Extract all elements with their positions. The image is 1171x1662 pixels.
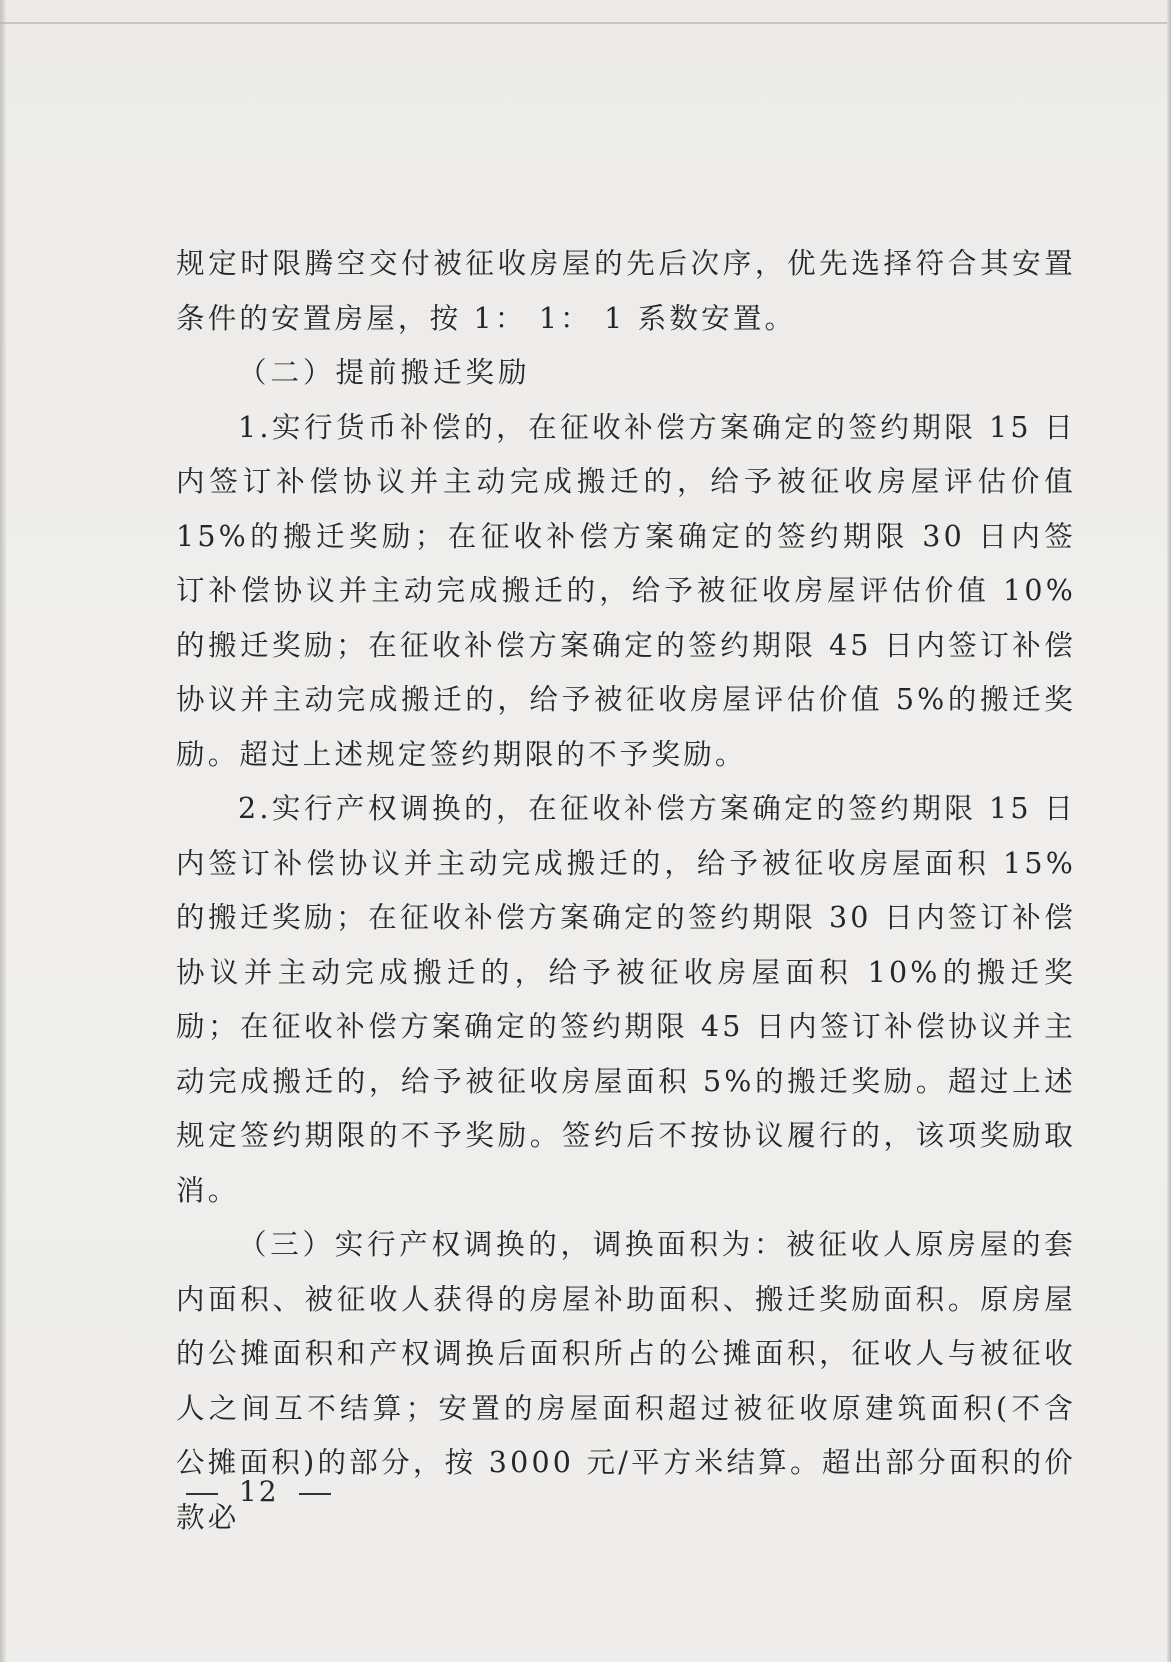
scan-left-edge [0,0,6,1662]
dash-left [186,1493,218,1495]
dash-right [299,1493,331,1495]
paragraph-property-exchange-reward: 2.实行产权调换的，在征收补偿方案确定的签约期限 15 日内签订补偿协议并主动完成搬迁的，给予被征收房屋面积 15%的搬迁奖励；在征收补偿方案确定的签约期限 30 日内签订补偿协议并主动完成搬迁的，给予被征收房屋面积 10%的搬迁奖励；在征收补偿方案确定的签约期限 45 日内签订补偿协议并主动完成搬迁的，给予被征收房屋面积 5%的搬迁奖励。超过上述规定签约期限的不予奖励。签约后不按协议履行的，该项奖励取消。 [176,792,1076,1207]
scan-top-line [0,22,1171,24]
paragraph-continuation: 规定时限腾空交付被征收房屋的先后次序，优先选择符合其安置条件的安置房屋，按 1： 1： 1 系数安置。 [176,247,1076,335]
section-heading-relocation-reward: （二）提前搬迁奖励 [238,356,531,389]
scan-right-edge [1167,0,1171,1662]
page-number: 12 [238,1475,279,1508]
page-footer [176,1475,341,1508]
paragraph-monetary-compensation-reward: 1.实行货币补偿的，在征收补偿方案确定的签约期限 15 日内签订补偿协议并主动完成搬迁的，给予被征收房屋评估价值 15%的搬迁奖励；在征收补偿方案确定的签约期限 30 日内签订补偿协议并主动完成搬迁的，给予被征收房屋评估价值 10%的搬迁奖励；在征收补偿方案确定的签约期限 45 日内签订补偿协议并主动完成搬迁的，给予被征收房屋评估价值 5%的搬迁奖励。超过上述规定签约期限的不予奖励。 [176,410,1076,771]
document-body [176,237,1076,1545]
paragraph-exchange-area: （三）实行产权调换的，调换面积为：被征收人原房屋的套内面积、被征收人获得的房屋补助面积、搬迁奖励面积。原房屋的公摊面积和产权调换后面积所占的公摊面积，征收人与被征收人之间互不结算；安置的房屋面积超过被征收原建筑面积(不含公摊面积)的部分，按 3000 元/平方米结算。超出部分面积的价款必 [176,1228,1076,1534]
